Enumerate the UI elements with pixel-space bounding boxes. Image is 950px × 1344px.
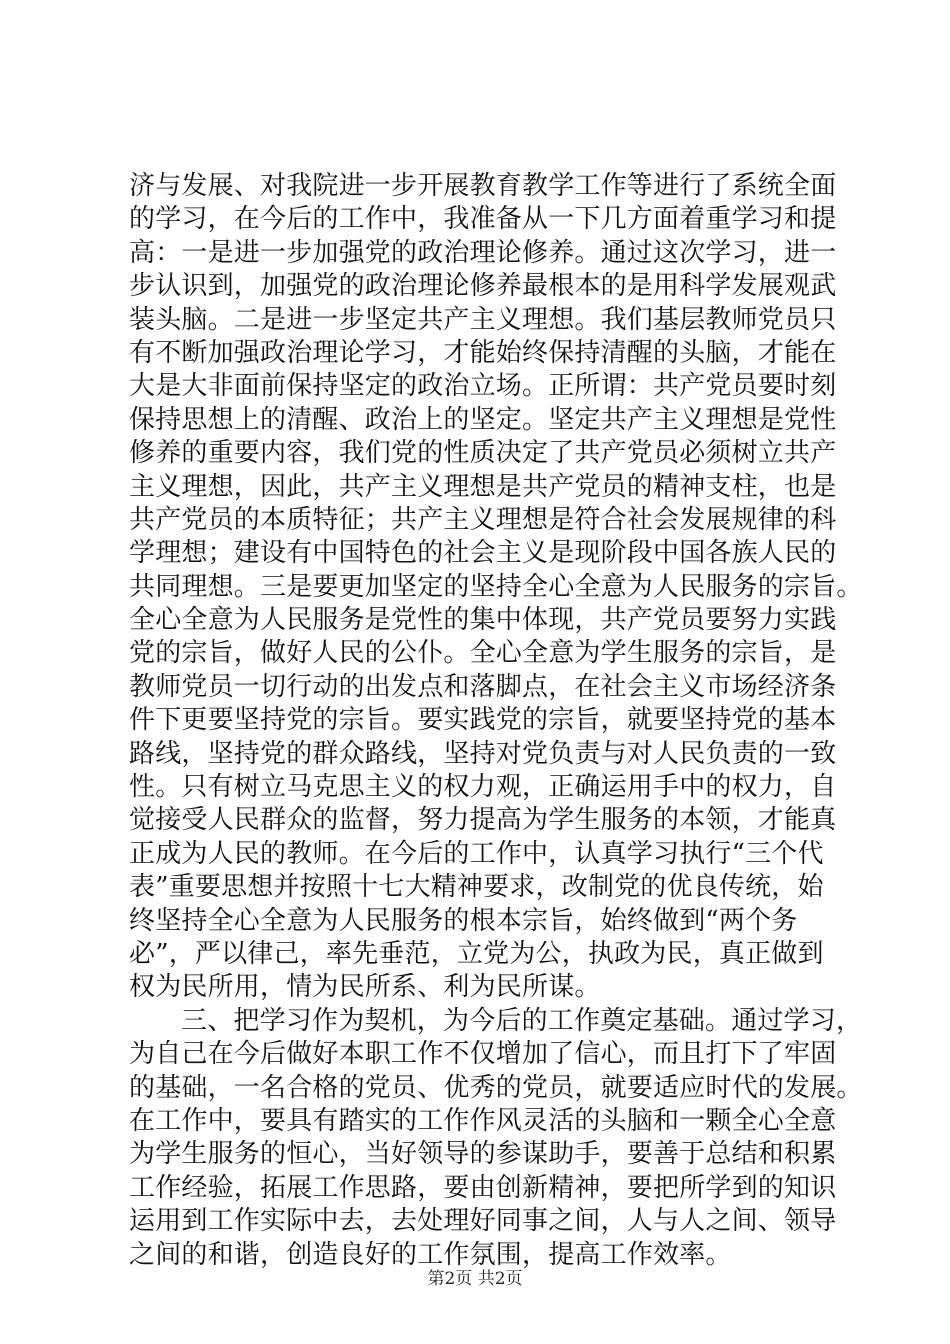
text-line: 学理想；建设有中国特色的社会主义是现阶段中国各族人民的 bbox=[129, 538, 837, 569]
text-line: 的基础，一名合格的党员、优秀的党员，就要适应时代的发展。 bbox=[129, 1072, 863, 1103]
text-line: 性。只有树立马克思主义的权力观，正确运用手中的权力，自 bbox=[129, 772, 837, 803]
text-line: 运用到工作实际中去，去处理好同事之间，人与人之间、领导 bbox=[129, 1206, 837, 1237]
text-line: 修养的重要内容，我们党的性质决定了共产党员必须树立共产 bbox=[129, 438, 837, 469]
text-line: 济与发展、对我院进一步开展教育教学工作等进行了系统全面 bbox=[129, 171, 837, 201]
text-line: 之间的和谐，创造良好的工作氛围，提高工作效率。 bbox=[129, 1239, 732, 1270]
text-line: 党的宗旨，做好人民的公仆。全心全意为学生服务的宗旨，是 bbox=[129, 638, 837, 669]
text-line: 的学习，在今后的工作中，我准备从一下几方面着重学习和提 bbox=[129, 204, 837, 235]
text-line: 正成为人民的教师。在今后的工作中，认真学习执行“三个代 bbox=[129, 838, 824, 869]
text-line: 必”，严以律己，率先垂范，立党为公，执政为民，真正做到 bbox=[129, 938, 824, 969]
text-line: 共同理想。三是要更加坚定的坚持全心全意为人民服务的宗旨。 bbox=[129, 571, 863, 602]
text-line: 件下更要坚持党的宗旨。要实践党的宗旨，就要坚持党的基本 bbox=[129, 705, 837, 736]
text-line: 工作经验，拓展工作思路，要由创新精神，要把所学到的知识 bbox=[129, 1172, 837, 1203]
body-text bbox=[129, 170, 863, 1272]
text-line: 主义理想，因此，共产主义理想是共产党员的精神支柱，也是 bbox=[129, 471, 837, 502]
text-line: 全心全意为人民服务是党性的集中体现，共产党员要努力实践 bbox=[129, 605, 837, 636]
text-line: 共产党员的本质特征；共产主义理想是符合社会发展规律的科 bbox=[129, 504, 837, 535]
text-line: 步认识到，加强党的政治理论修养最根本的是用科学发展观武 bbox=[129, 271, 837, 302]
text-line: 三、把学习作为契机，为今后的工作奠定基础。通过学习， bbox=[181, 1005, 863, 1036]
text-line: 教师党员一切行动的出发点和落脚点，在社会主义市场经济条 bbox=[129, 671, 837, 702]
text-line: 终坚持全心全意为人民服务的根本宗旨，始终做到“两个务 bbox=[129, 905, 798, 936]
text-line: 为自己在今后做好本职工作不仅增加了信心，而且打下了牢固 bbox=[129, 1039, 837, 1070]
text-line: 为学生服务的恒心，当好领导的参谋助手，要善于总结和积累 bbox=[129, 1139, 837, 1170]
text-line: 表”重要思想并按照十七大精神要求，改制党的优良传统，始 bbox=[129, 872, 824, 903]
page-footer: 第2页 共2页 bbox=[427, 1269, 523, 1289]
text-line: 高：一是进一步加强党的政治理论修养。通过这次学习，进一 bbox=[129, 237, 837, 268]
text-line: 觉接受人民群众的监督，努力提高为学生服务的本领，才能真 bbox=[129, 805, 837, 836]
text-line: 有不断加强政治理论学习，才能始终保持清醒的头脑，才能在 bbox=[129, 337, 837, 368]
text-line: 路线，坚持党的群众路线，坚持对党负责与对人民负责的一致 bbox=[129, 738, 837, 769]
text-line: 在工作中，要具有踏实的工作作风灵活的头脑和一颗全心全意 bbox=[129, 1105, 837, 1136]
text-line: 大是大非面前保持坚定的政治立场。正所谓：共产党员要时刻 bbox=[129, 371, 837, 402]
text-line: 保持思想上的清醒、政治上的坚定。坚定共产主义理想是党性 bbox=[129, 404, 837, 435]
text-line: 权为民所用，情为民所系、利为民所谋。 bbox=[129, 972, 601, 1003]
text-line: 装头脑。二是进一步坚定共产主义理想。我们基层教师党员只 bbox=[129, 304, 837, 335]
